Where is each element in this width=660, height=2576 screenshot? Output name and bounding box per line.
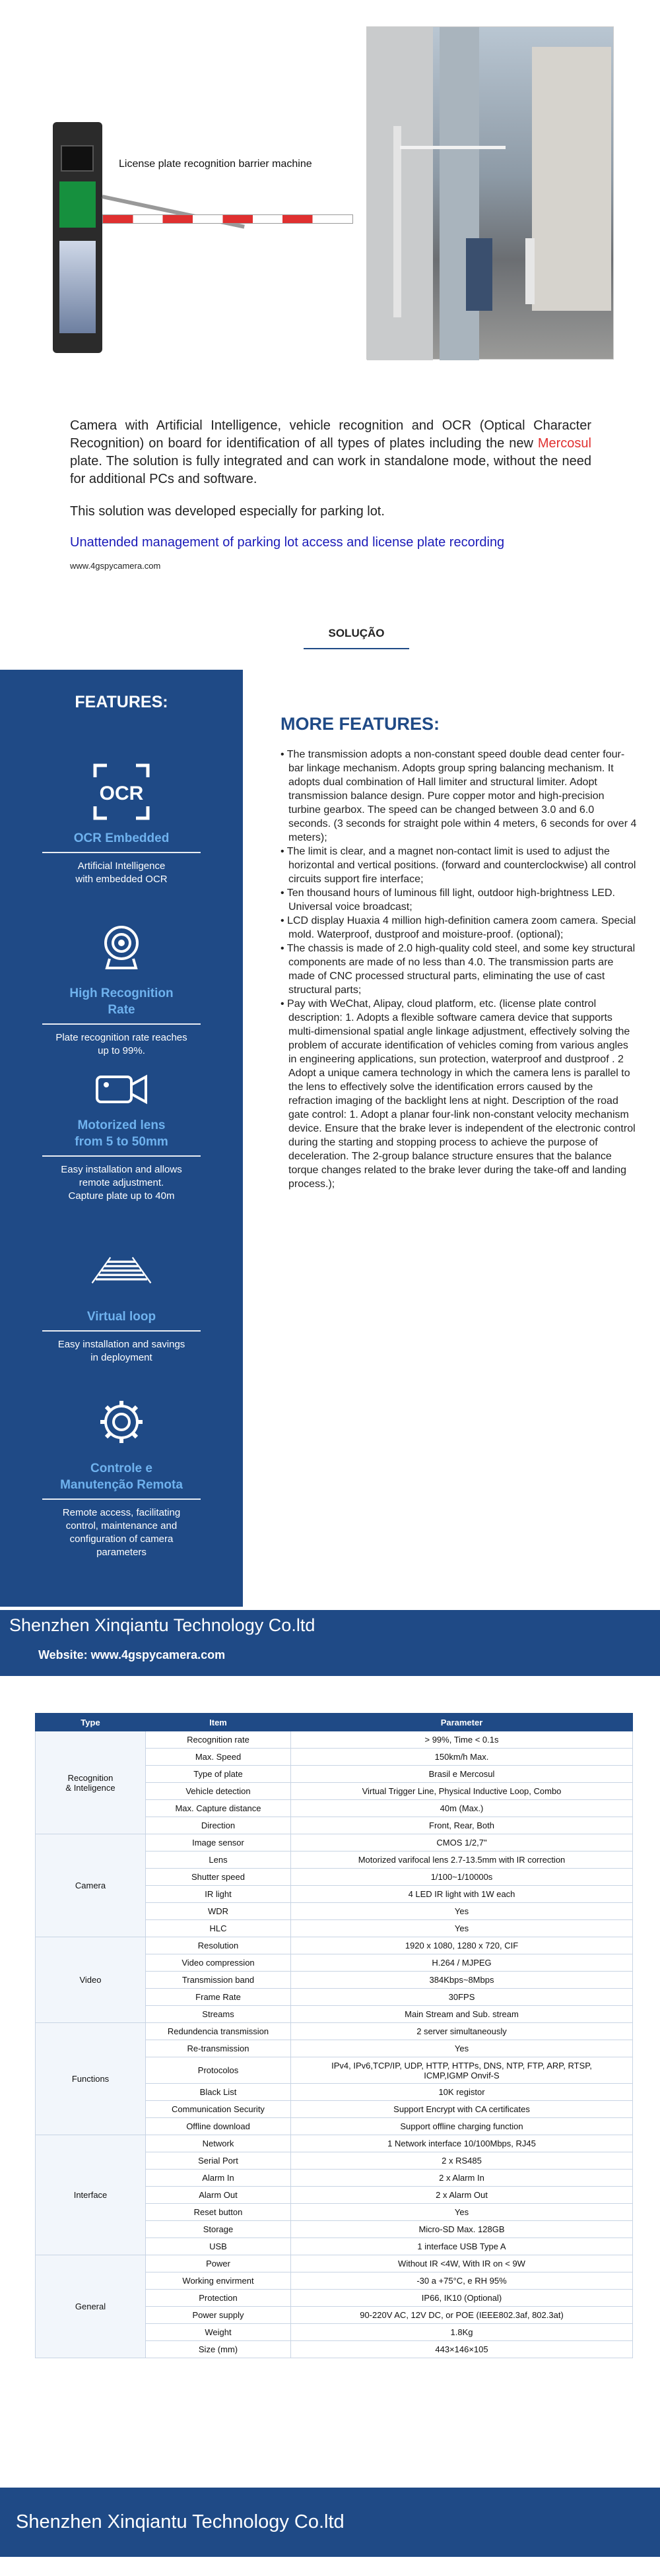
spec-item: Video compression xyxy=(146,1954,291,1972)
more-features-section xyxy=(280,714,637,1191)
feature-desc: Plate recognition rate reaches up to 99%. xyxy=(55,1032,187,1056)
spec-item: Protection xyxy=(146,2290,291,2307)
table-row xyxy=(36,2255,633,2272)
intro-paragraph xyxy=(70,417,591,488)
spec-parameter: Support Encrypt with CA certificates xyxy=(291,2101,633,2118)
spec-parameter: Virtual Trigger Line, Physical Inductive Loop, Combo xyxy=(291,1783,633,1800)
video-camera-icon xyxy=(88,1066,154,1112)
spec-parameter: Micro-SD Max. 128GB xyxy=(291,2221,633,2238)
spec-parameter: 1 Network interface 10/100Mbps, RJ45 xyxy=(291,2135,633,2152)
spec-group-type: Video xyxy=(36,1937,146,2023)
table-row xyxy=(36,2023,633,2040)
spec-parameter: H.264 / MJPEG xyxy=(291,1954,633,1972)
spec-parameter: 1/100~1/10000s xyxy=(291,1869,633,1886)
feature-title: Motorized lens from 5 to 50mm xyxy=(75,1118,168,1149)
spec-parameter: Main Stream and Sub. stream xyxy=(291,2006,633,2023)
spec-item: Network xyxy=(146,2135,291,2152)
spec-item: USB xyxy=(146,2238,291,2255)
spec-item: Recognition rate xyxy=(146,1731,291,1749)
spec-item: WDR xyxy=(146,1903,291,1920)
hero-section xyxy=(0,0,660,370)
spec-header-type: Type xyxy=(36,1714,146,1731)
spec-item: Redundencia transmission xyxy=(146,2023,291,2040)
spec-parameter: 4 LED IR light with 1W each xyxy=(291,1886,633,1903)
intro-tagline: Unattended management of parking lot access and license plate recording xyxy=(70,535,505,550)
footer-banner xyxy=(0,2488,660,2557)
spec-parameter: IP66, IK10 (Optional) xyxy=(291,2290,633,2307)
spec-group-type: Camera xyxy=(36,1834,146,1937)
spec-parameter: 2 x Alarm Out xyxy=(291,2187,633,2204)
spec-item: Reset button xyxy=(146,2204,291,2221)
list-item: • Ten thousand hours of luminous fill light, outdoor high-brightness LED. Universal voice broadcast; xyxy=(280,886,637,914)
spec-parameter: 10K registor xyxy=(291,2084,633,2101)
company-website[interactable]: Website: www.4gspycamera.com xyxy=(38,1648,226,1661)
spec-item: Frame Rate xyxy=(146,1989,291,2006)
spec-item: Transmission band xyxy=(146,1972,291,1989)
feature-desc: Remote access, facilitating control, maintenance and configuration of camera parameters xyxy=(62,1507,181,1558)
spec-item: HLC xyxy=(146,1920,291,1937)
spec-item: Protocolos xyxy=(146,2057,291,2084)
spec-parameter: CMOS 1/2,7" xyxy=(291,1834,633,1852)
spec-group-type: General xyxy=(36,2255,146,2358)
spec-item: Max. Capture distance xyxy=(146,1800,291,1817)
intro-text-part1: Camera with Artificial Intelligence, vehicle recognition and OCR (Optical Character Recognition) on board for identification of all types of plates including the new xyxy=(70,418,591,451)
spec-header-item: Item xyxy=(146,1714,291,1731)
table-row xyxy=(36,1834,633,1852)
spec-parameter: 2 x Alarm In xyxy=(291,2170,633,2187)
barrier-terminal-image xyxy=(53,122,102,353)
hero-caption: License plate recognition barrier machine xyxy=(119,158,312,170)
spec-parameter: Front, Rear, Both xyxy=(291,1817,633,1834)
ocr-icon-label: OCR xyxy=(99,783,144,804)
spec-table xyxy=(35,1713,633,2358)
spec-item: Image sensor xyxy=(146,1834,291,1852)
feature-desc: Easy installation and allows remote adjustment. Capture plate up to 40m xyxy=(61,1164,182,1202)
camera-lens-icon xyxy=(88,914,154,980)
spec-parameter: 150km/h Max. xyxy=(291,1749,633,1766)
spec-parameter: IPv4, IPv6,TCP/IP, UDP, HTTP, HTTPs, DNS, NTP, FTP, ARP, RTSP, ICMP,IGMP Onvif-S xyxy=(291,2057,633,2084)
list-item: • The transmission adopts a non-constant speed double dead center four-bar linkage mechanism. Adopts group spring balancing mechanism. It adopts dual combination of Hall limiter and structural limiter. Adopt transmission balance design. Pure copper motor and high-precision turbine gearbox. The speed can be changed between 3.0 and 6.0 seconds. (3 seconds for straight pole within 4 meters, 6 seconds for over 4 meters); xyxy=(280,748,637,845)
spec-item: Power supply xyxy=(146,2307,291,2324)
spec-parameter: 1920 x 1080, 1280 x 720, CIF xyxy=(291,1937,633,1954)
spec-parameter: Yes xyxy=(291,1903,633,1920)
spec-item: IR light xyxy=(146,1886,291,1903)
spec-header-row xyxy=(36,1714,633,1731)
ocr-icon xyxy=(88,759,154,825)
table-row xyxy=(36,1937,633,1954)
intro-website[interactable]: www.4gspycamera.com xyxy=(70,561,161,571)
spec-item: Shutter speed xyxy=(146,1869,291,1886)
feature-desc: Easy installation and savings in deployment xyxy=(57,1339,185,1363)
list-item: • LCD display Huaxia 4 million high-definition camera zoom camera. Special mold. Waterproof, dustproof and moisture-proof. (optional); xyxy=(280,914,637,942)
spec-parameter: Yes xyxy=(291,2040,633,2057)
more-features-heading: MORE FEATURES: xyxy=(280,714,440,734)
barrier-arm xyxy=(102,214,353,224)
spec-parameter: 30FPS xyxy=(291,1989,633,2006)
spec-item: Lens xyxy=(146,1852,291,1869)
spec-item: Vehicle detection xyxy=(146,1783,291,1800)
spec-item: Size (mm) xyxy=(146,2341,291,2358)
spec-group-type: Interface xyxy=(36,2135,146,2255)
list-item: • Pay with WeChat, Alipay, cloud platform, etc. (license plate control description: 1. Adopts a flexible software camera device that supports multi-dimensional spatial angle linkage adjustment, effectively solving the problem of accurate identification of vehicles coming from various angles in engineering applications, sun protection, waterproof and dustproof . 2 Adopt a unique camera technology in which the camera lens is parallel to the lens to effectively solve the identification errors caused by the refraction imaging of the backlight lens at night. Description of the road gate control: 1. Adopt a planar four-link non-constant velocity mechanism device. Ensure that the brake lever is independent of the electronic control during the starting and stopping process to achieve the purpose of deceleration. The 2-group balance structure ensures that the balance torque changes related to the brake lever during the take-off and landing process.); xyxy=(280,997,637,1191)
list-item: • The chassis is made of 2.0 high-quality cold steel, and some key structural components are made of no less than 4.0. The transmission parts are made of CNC processed structural parts, eliminating the use of cast structural parts; xyxy=(280,942,637,997)
feature-title: OCR Embedded xyxy=(73,831,170,845)
intro-text-part2: plate. The solution is fully integrated and can work in standalone mode, without the need for additional PCs and software. xyxy=(70,454,591,486)
spec-item: Black List xyxy=(146,2084,291,2101)
company-banner xyxy=(0,1610,660,1676)
spec-group-type: Functions xyxy=(36,2023,146,2135)
spec-parameter: Yes xyxy=(291,1920,633,1937)
spec-parameter: 40m (Max.) xyxy=(291,1800,633,1817)
spec-parameter: Without IR <4W, With IR on < 9W xyxy=(291,2255,633,2272)
spec-item: Storage xyxy=(146,2221,291,2238)
footer-company-name: Shenzhen Xinqiantu Technology Co.ltd xyxy=(16,2511,345,2532)
spec-parameter: Yes xyxy=(291,2204,633,2221)
spec-item: Working envirment xyxy=(146,2272,291,2290)
spec-parameter: > 99%, Time < 0.1s xyxy=(291,1731,633,1749)
spec-item: Alarm Out xyxy=(146,2187,291,2204)
feature-virtual-loop xyxy=(0,1237,243,1365)
spec-parameter: 1.8Kg xyxy=(291,2324,633,2341)
feature-title: High Recognition Rate xyxy=(69,986,174,1017)
spec-parameter: Brasil e Mercosul xyxy=(291,1766,633,1783)
spec-table-body xyxy=(36,1731,633,2358)
more-features-list xyxy=(280,748,637,1191)
company-name: Shenzhen Xinqiantu Technology Co.ltd xyxy=(9,1615,315,1635)
gear-icon xyxy=(88,1389,154,1455)
spec-item: Type of plate xyxy=(146,1766,291,1783)
spec-item: Weight xyxy=(146,2324,291,2341)
spec-parameter: 2 server simultaneously xyxy=(291,2023,633,2040)
feature-recognition-rate xyxy=(0,914,243,1058)
spec-item: Alarm In xyxy=(146,2170,291,2187)
spec-item: Serial Port xyxy=(146,2152,291,2170)
spec-item: Offline download xyxy=(146,2118,291,2135)
spec-item: Re-transmission xyxy=(146,2040,291,2057)
spec-item: Communication Security xyxy=(146,2101,291,2118)
intro-parking-text: This solution was developed especially for parking lot. xyxy=(70,504,385,519)
spec-item: Power xyxy=(146,2255,291,2272)
spec-parameter: -30 a +75°C, e RH 95% xyxy=(291,2272,633,2290)
intro-mercosul-highlight: Mercosul xyxy=(537,436,591,451)
section-title-underline xyxy=(304,648,409,649)
virtual-loop-icon xyxy=(88,1237,154,1303)
spec-parameter: 384Kbps~8Mbps xyxy=(291,1972,633,1989)
parking-lot-photo xyxy=(366,26,614,360)
feature-title: Virtual loop xyxy=(86,1310,156,1324)
feature-ocr xyxy=(0,759,243,886)
spec-item: Streams xyxy=(146,2006,291,2023)
section-title: SOLUÇÃO xyxy=(328,627,385,639)
spec-parameter: 90-220V AC, 12V DC, or POE (IEEE802.3af, 802.3at) xyxy=(291,2307,633,2324)
spec-parameter: 2 x RS485 xyxy=(291,2152,633,2170)
spec-parameter: 1 interface USB Type A xyxy=(291,2238,633,2255)
spec-header-parameter: Parameter xyxy=(291,1714,633,1731)
feature-remote-maintenance xyxy=(0,1389,243,1559)
spec-parameter: Support offline charging function xyxy=(291,2118,633,2135)
spec-item: Resolution xyxy=(146,1937,291,1954)
feature-desc: Artificial Intelligence with embedded OCR xyxy=(75,860,168,885)
spec-item: Direction xyxy=(146,1817,291,1834)
features-heading: FEATURES: xyxy=(75,693,168,711)
feature-motorized-lens xyxy=(0,1066,243,1203)
table-row xyxy=(36,2135,633,2152)
features-sidebar xyxy=(0,670,243,1607)
spec-item: Max. Speed xyxy=(146,1749,291,1766)
feature-title: Controle e Manutenção Remota xyxy=(60,1462,183,1492)
spec-parameter: 443×146×105 xyxy=(291,2341,633,2358)
table-row xyxy=(36,1731,633,1749)
list-item: • The limit is clear, and a magnet non-contact limit is used to adjust the horizontal and vertical positions. (forward and counterclockwise) all control circuits support fire interface; xyxy=(280,845,637,886)
spec-group-type: Recognition & Inteligence xyxy=(36,1731,146,1834)
spec-parameter: Motorized varifocal lens 2.7-13.5mm with IR correction xyxy=(291,1852,633,1869)
intro-section xyxy=(70,417,591,571)
